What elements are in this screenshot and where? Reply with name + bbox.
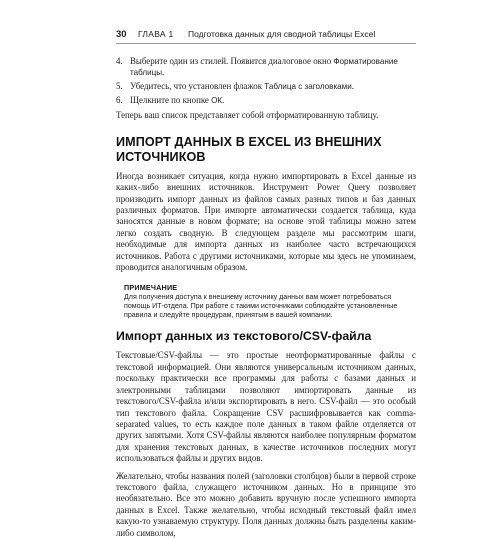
step-item [116, 95, 416, 106]
note-title: ПРИМЕЧАНИЕ [124, 283, 178, 293]
step-ui-term: ОК [211, 96, 223, 105]
chapter-label: ГЛАВА 1 [137, 29, 174, 39]
step-ui-term: Форматирование таблицы [130, 57, 398, 78]
page-number: 30 [116, 29, 127, 40]
step-end: . [351, 81, 354, 92]
running-title: Подготовка данных для сводной таблицы Excel [187, 29, 376, 39]
note-box [124, 283, 404, 320]
step-number: 4. [116, 56, 123, 66]
step-number: 5. [116, 81, 123, 92]
step-text: Выберите один из стилей. Появится диалоговое окно [130, 56, 334, 66]
after-steps-paragraph: Теперь ваш список представляет собой отформатированную таблицу. [116, 110, 379, 121]
step-text: Убедитесь, что установлен флажок [130, 81, 265, 92]
step-number: 6. [116, 95, 123, 105]
section-paragraph: Иногда возникает ситуация, когда нужно импортировать в Excel данные из каких-либо внешних источников. Инструмент Power Query позволяет производить импорт данных из файлов самых разных типов и баз данных различных форматов. При импорте автоматически создается таблица, куда заносятся данные в новом формате; на основе этой таблицы можно затем легко создать сводную. В следующем разделе мы рассмотрим шаги, необходимые для импорта данных из наиболее часто встречающихся источников. Работа с другими источниками, которые мы здесь не упоминаем, проводится аналогичным образом. [116, 170, 416, 273]
subsection-paragraph-2: Желательно, чтобы названия полей (заголовки столбцов) были в первой строке текстового файла, служащего источником данных. Но в принципе это необязательно. Все это можно добавить вручную после успешного импорта данных в Excel. Также желательно, чтобы исходный текстовый файл имел какую-то узнаваемую структуру. Поля данных должны быть разделены каким-либо символом, [116, 470, 416, 538]
step-item [116, 56, 416, 79]
step-end: . [162, 67, 165, 78]
section-heading: ИМПОРТ ДАННЫХ В EXCEL ИЗ ВНЕШНИХ ИСТОЧНИКОВ [116, 134, 382, 164]
steps-list [116, 56, 416, 106]
note-text: Для получения доступа к внешнему источнику данных вам может потребоваться помощь ИТ-отдела. При работе с такими источниками соблюдайте установленные правила и следуйте процедурам, принятым в вашей компании. [124, 293, 398, 320]
step-text: Щелкните по кнопке [130, 95, 212, 105]
step-ui-term: Таблица с заголовками [264, 82, 352, 92]
step-end: . [222, 95, 225, 105]
subsection-paragraph-1: Текстовые/CSV-файлы — это простые неотформатированные файлы с текстовой информацией. Они являются универсальным источником данных, поскольку практически все программы для работы с базами данных и электронными таблицами позволяют импортировать данные из текстового/CSV-файла и/или экспортировать в него. CSV-файл — это особый тип текстового файла. Сокращение CSV расшифровывается как comma-separated values, то есть каждое поле данных в таком файле отделяется от других запятыми. Хотя CSV-файлы являются наиболее популярным форматом для хранения текстовых данных, в качестве источников последних могут использоваться файлы и других видов. [116, 350, 416, 464]
subsection-heading: Импорт данных из текстового/CSV-файла [116, 329, 372, 344]
step-item [116, 81, 416, 92]
page-body [116, 56, 416, 539]
running-header [116, 29, 416, 43]
header-rule [116, 43, 416, 44]
